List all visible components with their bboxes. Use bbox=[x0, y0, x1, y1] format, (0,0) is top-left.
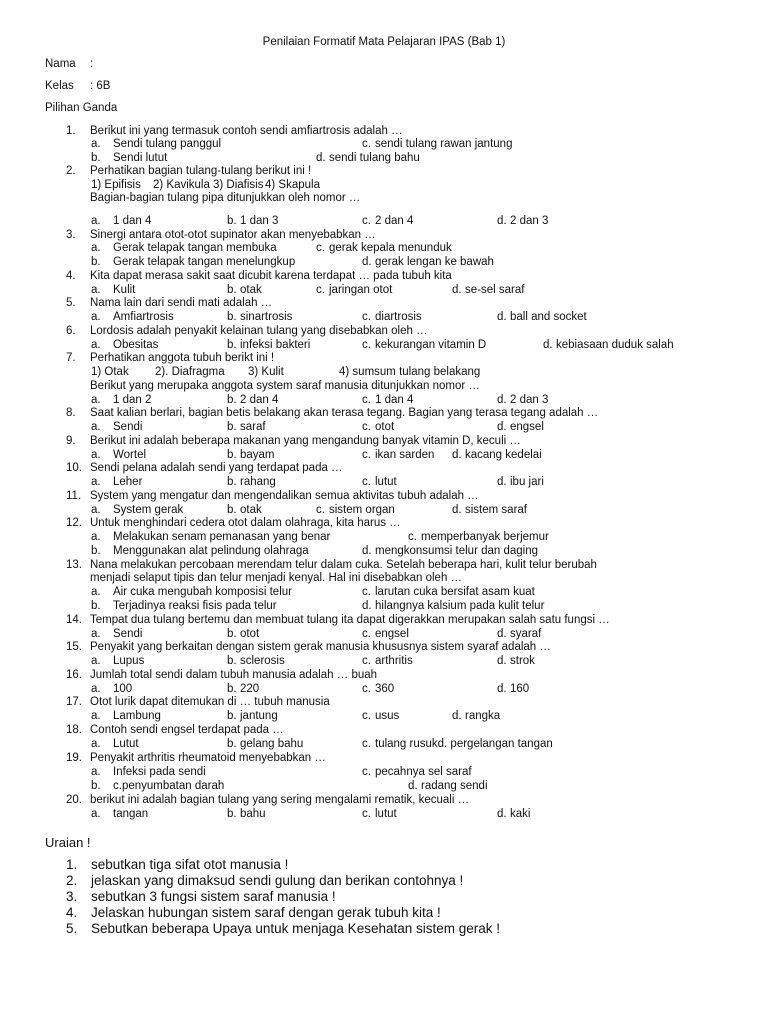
option-letter: b. bbox=[227, 683, 237, 695]
kelas-value: : 6B bbox=[90, 80, 111, 92]
option-text: Sendi lutut bbox=[113, 152, 168, 164]
section-pilihan-ganda: Pilihan Ganda bbox=[45, 102, 118, 114]
essay-number: 5. bbox=[66, 921, 78, 936]
option-text: kekurangan vitamin D bbox=[375, 339, 487, 351]
option-letter: c. bbox=[362, 710, 371, 722]
option-letter: d. bbox=[362, 600, 372, 612]
option-letter: a. bbox=[91, 421, 101, 433]
option-letter: c. bbox=[362, 628, 371, 640]
question-text: Penyakit arthritis rheumatoid menyebabkan … bbox=[90, 752, 326, 764]
option-text: memperbanyak berjemur bbox=[421, 531, 549, 543]
question-item: 2) Kavikula bbox=[153, 179, 210, 191]
nama-label: Nama bbox=[45, 58, 76, 70]
option-text: bayam bbox=[240, 449, 275, 461]
essay-number: 3. bbox=[66, 889, 78, 904]
option-text: sistem organ bbox=[329, 504, 395, 516]
nama-value: : bbox=[90, 58, 94, 70]
option-text: tulang rusukd. pergelangan tangan bbox=[375, 738, 553, 750]
option-text: mengkonsumsi telur dan daging bbox=[375, 545, 539, 557]
option-letter: c. bbox=[362, 215, 371, 227]
option-text: otot bbox=[375, 421, 395, 433]
option-text: usus bbox=[375, 710, 400, 722]
question-number: 1. bbox=[66, 125, 76, 137]
option-letter: d. bbox=[497, 394, 507, 406]
option-text: 360 bbox=[375, 683, 395, 695]
option-letter: b. bbox=[91, 780, 101, 792]
option-letter: c. bbox=[316, 242, 325, 254]
option-letter: b. bbox=[227, 808, 237, 820]
option-letter: b. bbox=[227, 655, 237, 667]
option-letter: d. bbox=[497, 421, 507, 433]
question-text: Penyakit yang berkaitan dengan sistem gerak manusia khususnya sistem syaraf adalah … bbox=[90, 641, 551, 653]
question-number: 14. bbox=[66, 614, 82, 626]
option-letter: b. bbox=[227, 504, 237, 516]
option-letter: c. bbox=[362, 738, 371, 750]
question-number: 5. bbox=[66, 297, 76, 309]
option-letter: c. bbox=[362, 311, 371, 323]
option-letter: b. bbox=[91, 600, 101, 612]
option-letter: a. bbox=[91, 655, 101, 667]
option-text: Infeksi pada sendi bbox=[113, 766, 206, 778]
option-letter: c. bbox=[362, 449, 371, 461]
option-letter: d. bbox=[497, 683, 507, 695]
option-letter: d. bbox=[452, 504, 462, 516]
option-letter: b. bbox=[227, 215, 237, 227]
option-letter: b. bbox=[227, 339, 237, 351]
question-number: 6. bbox=[66, 325, 76, 337]
option-letter: b. bbox=[91, 545, 101, 557]
option-text: 220 bbox=[240, 683, 260, 695]
option-letter: c. bbox=[316, 504, 325, 516]
option-letter: d. bbox=[452, 449, 462, 461]
option-text: 100 bbox=[113, 683, 133, 695]
question-text: Kita dapat merasa sakit saat dicubit karena terdapat … pada tubuh kita bbox=[90, 270, 452, 282]
option-text: Lutut bbox=[113, 738, 139, 750]
question-text: Sinergi antara otot-otot supinator akan menyebabkan … bbox=[90, 229, 376, 241]
option-text: sendi tulang bahu bbox=[329, 152, 420, 164]
option-letter: a. bbox=[91, 311, 101, 323]
option-letter: c. bbox=[362, 683, 371, 695]
essay-number: 4. bbox=[66, 905, 78, 920]
option-text: ball and socket bbox=[510, 311, 587, 323]
option-text: ibu jari bbox=[510, 476, 544, 488]
option-text: 2 dan 3 bbox=[510, 215, 549, 227]
option-letter: b. bbox=[227, 628, 237, 640]
question-text: Untuk menghindari cedera otot dalam olahraga, kita harus … bbox=[90, 517, 401, 529]
option-text: lutut bbox=[375, 808, 397, 820]
option-text: Leher bbox=[113, 476, 143, 488]
option-text: radang sendi bbox=[421, 780, 488, 792]
option-letter: b. bbox=[227, 394, 237, 406]
question-text-continued: Berikut yang merupaka anggota system saraf manusia ditunjukkan nomor … bbox=[90, 380, 480, 392]
option-letter: d. bbox=[452, 710, 462, 722]
option-letter: a. bbox=[91, 738, 101, 750]
option-letter: b. bbox=[227, 284, 237, 296]
question-item: 1) Otak bbox=[91, 366, 129, 378]
question-number: 11. bbox=[66, 490, 82, 502]
option-letter: c. bbox=[408, 531, 417, 543]
option-text: jantung bbox=[240, 710, 278, 722]
question-number: 8. bbox=[66, 407, 76, 419]
question-number: 9. bbox=[66, 435, 76, 447]
option-text: tangan bbox=[113, 808, 149, 820]
question-number: 19. bbox=[66, 752, 82, 764]
option-letter: a. bbox=[91, 586, 101, 598]
option-letter: a. bbox=[91, 476, 101, 488]
option-text: gerak lengan ke bawah bbox=[375, 256, 494, 268]
option-letter: d. bbox=[362, 545, 372, 557]
option-letter: c. bbox=[362, 766, 371, 778]
question-item: 2). Diafragma bbox=[155, 366, 225, 378]
option-text: syaraf bbox=[510, 628, 542, 640]
option-letter: a. bbox=[91, 766, 101, 778]
option-text: 1 dan 4 bbox=[375, 394, 414, 406]
question-text: Berikut ini yang termasuk contoh sendi amfiartrosis adalah … bbox=[90, 125, 403, 137]
kelas-label: Kelas bbox=[45, 80, 74, 92]
question-number: 17. bbox=[66, 696, 82, 708]
option-letter: d. bbox=[408, 780, 418, 792]
option-letter: a. bbox=[91, 242, 101, 254]
option-letter: d. bbox=[497, 311, 507, 323]
option-text: arthritis bbox=[375, 655, 413, 667]
question-number: 20. bbox=[66, 794, 82, 806]
option-letter: b. bbox=[227, 710, 237, 722]
question-item: 4) Skapula bbox=[265, 179, 320, 191]
question-number: 2. bbox=[66, 165, 76, 177]
option-text: Gerak telapak tangan menelungkup bbox=[113, 256, 296, 268]
option-letter: a. bbox=[91, 284, 101, 296]
option-text: se-sel saraf bbox=[465, 284, 525, 296]
question-number: 3. bbox=[66, 229, 76, 241]
option-letter: a. bbox=[91, 215, 101, 227]
option-letter: a. bbox=[91, 449, 101, 461]
option-text: 2 dan 3 bbox=[510, 394, 549, 406]
question-text: System yang mengatur dan mengendalikan semua aktivitas tubuh adalah … bbox=[90, 490, 479, 502]
option-text: Terjadinya reaksi fisis pada telur bbox=[113, 600, 277, 612]
option-text: engsel bbox=[510, 421, 544, 433]
option-text: infeksi bakteri bbox=[240, 339, 311, 351]
option-letter: a. bbox=[91, 138, 101, 150]
option-letter: c. bbox=[362, 394, 371, 406]
question-text: berikut ini adalah bagian tulang yang sering mengalami rematik, kecuali … bbox=[90, 794, 470, 806]
option-text: sistem saraf bbox=[465, 504, 527, 516]
option-text: bahu bbox=[240, 808, 266, 820]
option-letter: b. bbox=[227, 311, 237, 323]
essay-question: sebutkan tiga sifat otot manusia ! bbox=[91, 857, 289, 872]
option-letter: c. bbox=[362, 808, 371, 820]
question-item: 1) Epifisis bbox=[91, 179, 141, 191]
option-text: lutut bbox=[375, 476, 397, 488]
question-text: Perhatikan bagian tulang-tulang berikut ini ! bbox=[90, 165, 312, 177]
question-text-continued: Bagian-bagian tulang pipa ditunjukkan oleh nomor … bbox=[90, 192, 361, 204]
question-text: Lordosis adalah penyakit kelainan tulang yang disebabkan oleh … bbox=[90, 325, 428, 337]
option-text: Sendi bbox=[113, 421, 143, 433]
option-letter: d. bbox=[497, 808, 507, 820]
option-text: gelang bahu bbox=[240, 738, 304, 750]
question-text: Berikut ini adalah beberapa makanan yang mengandung banyak vitamin D, keculi … bbox=[90, 435, 521, 447]
option-letter: a. bbox=[91, 531, 101, 543]
option-text: Menggunakan alat pelindung olahraga bbox=[113, 545, 309, 557]
question-number: 13. bbox=[66, 559, 82, 571]
question-number: 15. bbox=[66, 641, 82, 653]
question-number: 16. bbox=[66, 669, 82, 681]
essay-question: jelaskan yang dimaksud sendi gulung dan berikan contohnya ! bbox=[91, 873, 464, 888]
option-letter: a. bbox=[91, 808, 101, 820]
question-text: Sendi pelana adalah sendi yang terdapat pada … bbox=[90, 462, 343, 474]
option-text: 1 dan 2 bbox=[113, 394, 152, 406]
option-text: 1 dan 4 bbox=[113, 215, 152, 227]
essay-question: Jelaskan hubungan sistem saraf dengan gerak tubuh kita ! bbox=[91, 905, 441, 920]
option-letter: b. bbox=[227, 738, 237, 750]
question-number: 4. bbox=[66, 270, 76, 282]
option-text: c.penyumbatan darah bbox=[113, 780, 225, 792]
option-text: Melakukan senam pemanasan yang benar bbox=[113, 531, 331, 543]
section-uraian: Uraian ! bbox=[45, 835, 91, 850]
question-text: Saat kalian berlari, bagian betis belakang akan terasa tegang. Bagian yang terasa tegang adalah … bbox=[90, 407, 599, 419]
question-text: Otot lurik dapat ditemukan di … tubuh manusia bbox=[90, 696, 330, 708]
essay-number: 2. bbox=[66, 873, 78, 888]
option-letter: c. bbox=[362, 138, 371, 150]
option-letter: d. bbox=[497, 476, 507, 488]
option-text: Amfiartrosis bbox=[113, 311, 174, 323]
option-letter: c. bbox=[362, 339, 371, 351]
option-text: kaki bbox=[510, 808, 531, 820]
option-text: engsel bbox=[375, 628, 409, 640]
option-text: Lambung bbox=[113, 710, 161, 722]
option-letter: a. bbox=[91, 394, 101, 406]
option-text: otak bbox=[240, 504, 262, 516]
question-item: 4) sumsum tulang belakang bbox=[339, 366, 481, 378]
option-letter: c. bbox=[362, 476, 371, 488]
essay-question: Sebutkan beberapa Upaya untuk menjaga Kesehatan sistem gerak ! bbox=[91, 921, 501, 936]
option-text: otot bbox=[240, 628, 260, 640]
question-text: Tempat dua tulang bertemu dan membuat tulang ita dapat digerakkan merupakan salah satu fungsi … bbox=[90, 614, 610, 626]
question-number: 10. bbox=[66, 462, 82, 474]
page-title: Penilaian Formatif Mata Pelajaran IPAS (Bab 1) bbox=[262, 36, 506, 48]
option-letter: d. bbox=[543, 339, 553, 351]
option-text: hilangnya kalsium pada kulit telur bbox=[375, 600, 545, 612]
option-letter: b. bbox=[227, 449, 237, 461]
option-text: Lupus bbox=[113, 655, 145, 667]
option-text: Sendi tulang panggul bbox=[113, 138, 222, 150]
question-item: 3) Diafisis bbox=[213, 179, 264, 191]
question-item: 3) Kulit bbox=[248, 366, 284, 378]
option-text: kebiasaan duduk salah bbox=[556, 339, 674, 351]
question-text: Nana melakukan percobaan merendam telur dalam cuka. Setelah beberapa hari, kulit telur berubah bbox=[90, 559, 597, 571]
option-letter: b. bbox=[227, 476, 237, 488]
option-text: rahang bbox=[240, 476, 276, 488]
option-letter: a. bbox=[91, 504, 101, 516]
essay-number: 1. bbox=[66, 857, 78, 872]
option-text: rangka bbox=[465, 710, 501, 722]
question-number: 7. bbox=[66, 352, 76, 364]
option-letter: c. bbox=[362, 421, 371, 433]
option-letter: c. bbox=[316, 284, 325, 296]
question-text: Perhatikan anggota tubuh berikt ini ! bbox=[90, 352, 275, 364]
option-text: sclerosis bbox=[240, 655, 285, 667]
option-letter: d. bbox=[497, 628, 507, 640]
question-text: Contoh sendi engsel terdapat pada … bbox=[90, 724, 284, 736]
option-text: Gerak telapak tangan membuka bbox=[113, 242, 277, 254]
option-text: strok bbox=[510, 655, 535, 667]
option-text: saraf bbox=[240, 421, 266, 433]
question-number: 12. bbox=[66, 517, 82, 529]
option-text: 2 dan 4 bbox=[375, 215, 414, 227]
option-text: sinartrosis bbox=[240, 311, 293, 323]
question-text-continued: menjadi selaput tipis dan telur menjadi kenyal. Hal ini disebabkan oleh … bbox=[90, 572, 463, 584]
option-text: 160 bbox=[510, 683, 530, 695]
option-text: Wortel bbox=[113, 449, 147, 461]
option-letter: d. bbox=[452, 284, 462, 296]
option-text: sendi tulang rawan jantung bbox=[375, 138, 513, 150]
option-letter: c. bbox=[362, 655, 371, 667]
option-letter: a. bbox=[91, 628, 101, 640]
option-text: jaringan otot bbox=[329, 284, 393, 296]
option-text: 2 dan 4 bbox=[240, 394, 279, 406]
option-letter: d. bbox=[497, 215, 507, 227]
option-letter: d. bbox=[362, 256, 372, 268]
question-text: Jumlah total sendi dalam tubuh manusia adalah … buah bbox=[90, 669, 378, 681]
option-letter: b. bbox=[91, 152, 101, 164]
option-text: diartrosis bbox=[375, 311, 422, 323]
option-text: Air cuka mengubah komposisi telur bbox=[113, 586, 292, 598]
option-letter: b. bbox=[91, 256, 101, 268]
option-text: pecahnya sel saraf bbox=[375, 766, 472, 778]
option-text: kacang kedelai bbox=[465, 449, 542, 461]
question-text: Nama lain dari sendi mati adalah … bbox=[90, 297, 273, 309]
option-letter: c. bbox=[362, 586, 371, 598]
option-text: System gerak bbox=[113, 504, 184, 516]
option-letter: a. bbox=[91, 710, 101, 722]
option-text: otak bbox=[240, 284, 262, 296]
option-text: Sendi bbox=[113, 628, 143, 640]
question-number: 18. bbox=[66, 724, 82, 736]
option-text: larutan cuka bersifat asam kuat bbox=[375, 586, 535, 598]
option-text: Kulit bbox=[113, 284, 136, 296]
option-text: Obesitas bbox=[113, 339, 159, 351]
option-letter: a. bbox=[91, 339, 101, 351]
essay-question: sebutkan 3 fungsi sistem saraf manusia ! bbox=[91, 889, 336, 904]
option-letter: b. bbox=[227, 421, 237, 433]
option-text: gerak kepala menunduk bbox=[329, 242, 452, 254]
option-letter: d. bbox=[497, 655, 507, 667]
option-letter: a. bbox=[91, 683, 101, 695]
option-text: 1 dan 3 bbox=[240, 215, 279, 227]
option-letter: d. bbox=[316, 152, 326, 164]
option-text: ikan sarden bbox=[375, 449, 435, 461]
